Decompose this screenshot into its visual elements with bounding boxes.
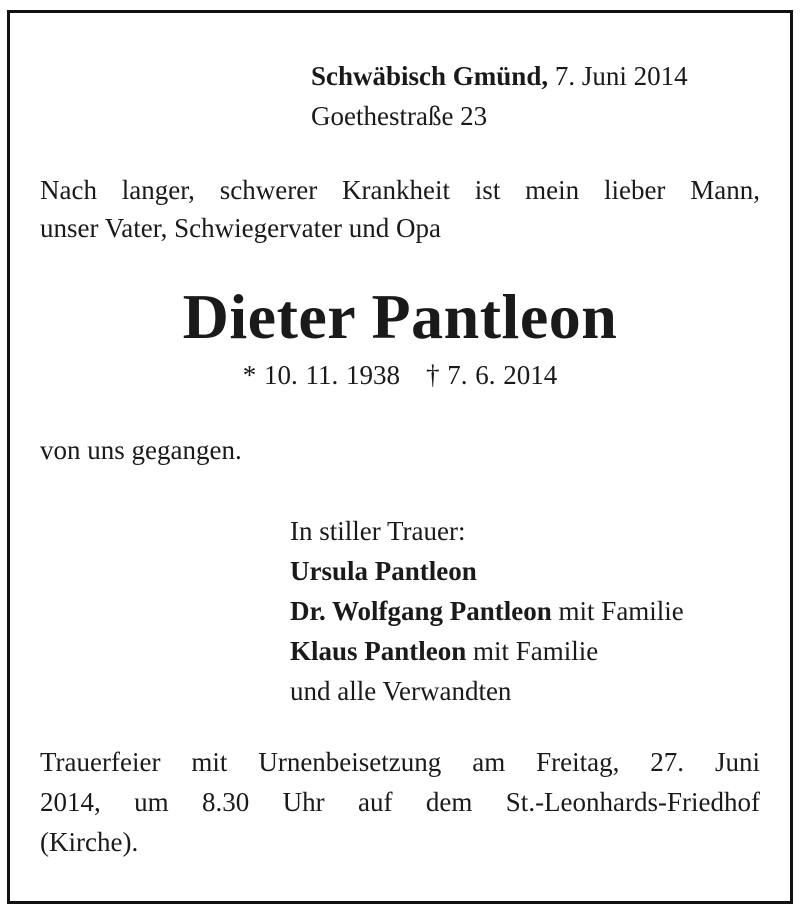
mourners-heading: In stiller Trauer: xyxy=(290,516,466,546)
obituary-notice xyxy=(7,10,793,904)
funeral-line-3: (Kirche). xyxy=(40,827,139,857)
death-date: † 7. 6. 2014 xyxy=(426,360,558,390)
birth-date: * 10. 11. 1938 xyxy=(242,360,400,390)
header-date: 7. Juni 2014 xyxy=(554,61,688,91)
header-place: Schwäbisch Gmünd, xyxy=(311,61,549,91)
mourner-suffix: mit Familie xyxy=(466,636,599,666)
header-street: Goethestraße 23 xyxy=(311,101,488,131)
life-dates xyxy=(10,359,790,391)
funeral-line-1: Trauerfeier mit Urnenbeisetzung am Freitag, 27. Juni xyxy=(40,747,760,777)
funeral-info xyxy=(40,742,760,862)
mourner-name: Klaus Pantleon xyxy=(290,636,467,666)
mourner-suffix: mit Familie xyxy=(551,596,684,626)
mourner-entry xyxy=(290,551,684,591)
mourner-name: Ursula Pantleon xyxy=(290,556,477,586)
deceased-name: Dieter Pantleon xyxy=(182,281,618,352)
mourners-block xyxy=(290,511,684,711)
mourner-entry xyxy=(290,631,684,671)
intro-line-2: unser Vater, Schwiegervater und Opa xyxy=(40,213,442,243)
intro-line-1: Nach langer, schwerer Krankheit ist mein lieber Mann, xyxy=(40,175,760,205)
funeral-line-2: 2014, um 8.30 Uhr auf dem St.-Leonhards-Friedhof xyxy=(40,787,760,817)
header-place-date xyxy=(311,60,688,92)
mourners-closing: und alle Verwandten xyxy=(290,676,512,706)
passed-text: von uns gegangen. xyxy=(40,435,242,465)
mourner-name: Dr. Wolfgang Pantleon xyxy=(290,596,552,626)
mourner-entry xyxy=(290,591,684,631)
